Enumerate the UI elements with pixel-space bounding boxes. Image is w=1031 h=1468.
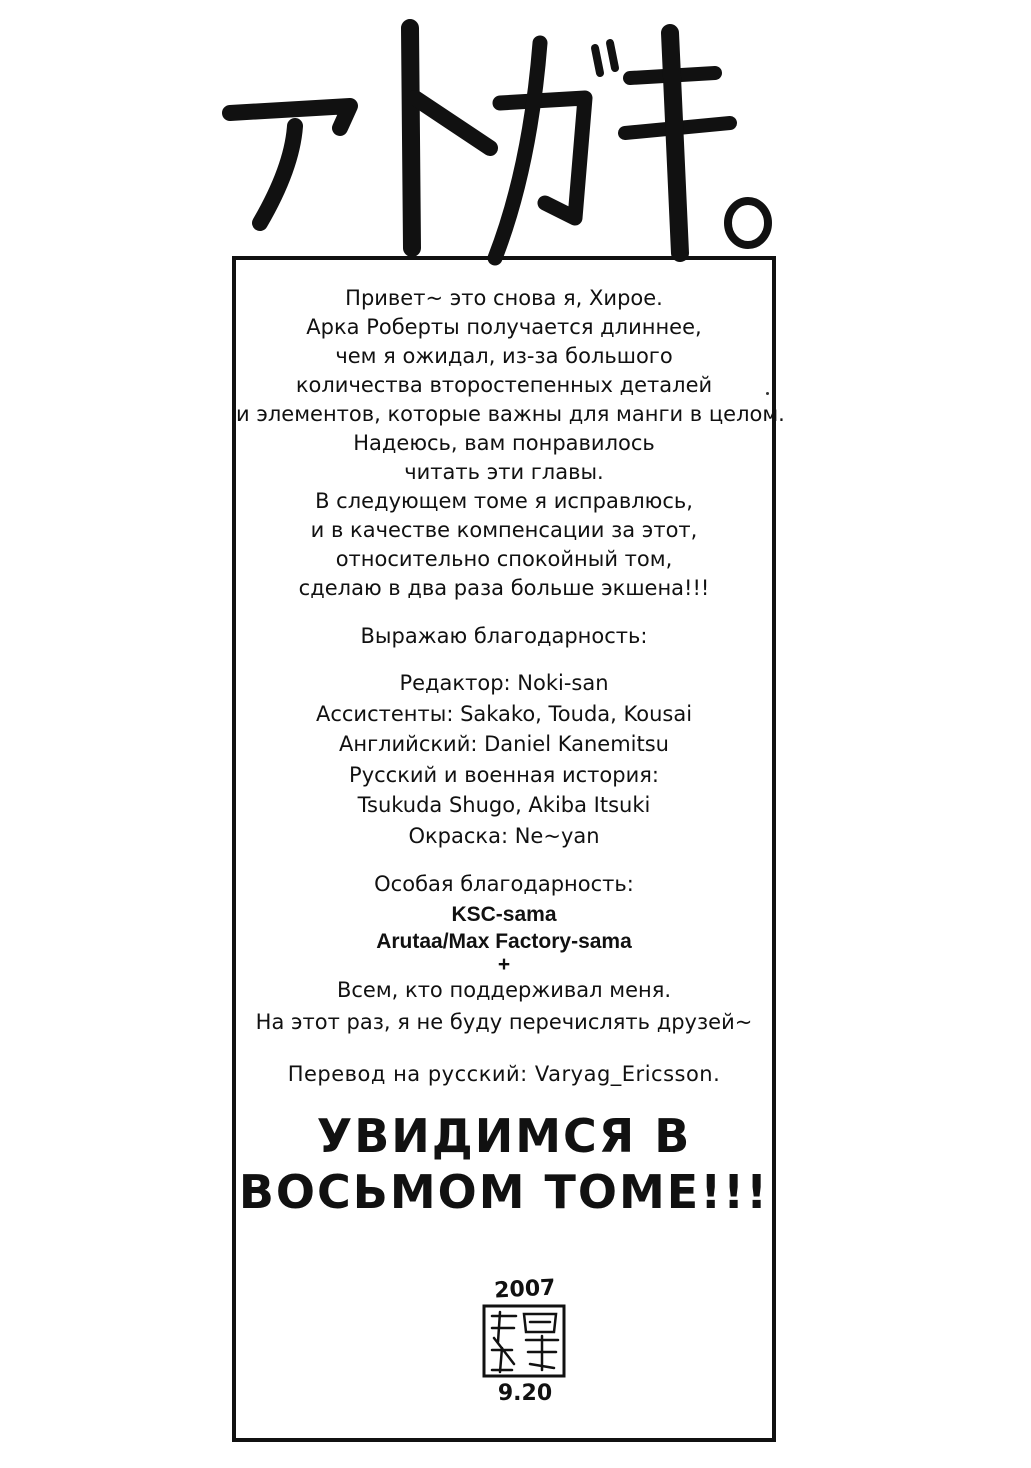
credit-line: Редактор: Noki-san <box>399 671 609 695</box>
intro-paragraph <box>236 284 785 603</box>
intro-line: Арка Роберты получается длиннее, <box>306 315 702 339</box>
stamp-date: 9.20 <box>497 1381 553 1406</box>
intro-line: и элементов, которые важны для манги в целом. <box>236 402 785 426</box>
credit-line: Tsukuda Shugo, Akiba Itsuki <box>357 793 651 817</box>
special-thanks-lines <box>236 974 772 1038</box>
plus-sign: + <box>497 953 511 976</box>
special-thanks-heading-text: Особая благодарность: <box>374 872 634 896</box>
special-thanks-bold <box>236 901 772 975</box>
special-thanks-name: Arutaa/Max Factory-sama <box>376 930 632 953</box>
credit-line: Английский: Daniel Kanemitsu <box>338 732 669 756</box>
special-thanks-name: KSC-sama <box>451 903 557 926</box>
special-thanks-heading <box>236 870 772 899</box>
translation-credit <box>236 1060 772 1089</box>
intro-line: относительно спокойный том, <box>335 547 673 571</box>
signature-stamp <box>470 1272 580 1412</box>
credit-line: Русский и военная история: <box>349 762 659 787</box>
intro-line: сделаю в два раза больше экшена!!! <box>298 576 710 600</box>
translation-credit-text: Перевод на русский: Varyag_Ericsson. <box>287 1062 721 1086</box>
intro-line: Надеюсь, вам понравилось <box>353 431 655 455</box>
intro-line: читать эти главы. <box>404 460 604 484</box>
gratitude-heading-text: Выражаю благодарность: <box>360 624 648 648</box>
credit-line: Окраска: Ne~yan <box>408 823 600 848</box>
intro-line: Привет~ это снова я, Хирое. <box>345 286 663 310</box>
credit-line: Ассистенты: Sakako, Touda, Kousai <box>315 701 693 726</box>
intro-line: В следующем томе я исправлюсь, <box>315 489 693 513</box>
title-brush-lettering <box>200 18 800 268</box>
intro-line: чем я ожидал, из-за большого <box>335 344 673 368</box>
farewell-line-1: УВИДИМСЯ В <box>316 1109 692 1163</box>
special-thanks-line: На этот раз, я не буду перечислять друзей~ <box>255 1010 753 1034</box>
gratitude-heading <box>236 622 772 651</box>
gratitude-list <box>236 668 772 851</box>
stamp-year: 2007 <box>493 1275 557 1304</box>
farewell-line-2: ВОСЬМОМ ТОМЕ!!! <box>238 1165 770 1219</box>
intro-line: количества второстепенных деталей <box>295 373 713 397</box>
intro-line: и в качестве компенсации за этот, <box>310 518 698 542</box>
special-thanks-line: Всем, кто поддерживал меня. <box>336 978 672 1002</box>
